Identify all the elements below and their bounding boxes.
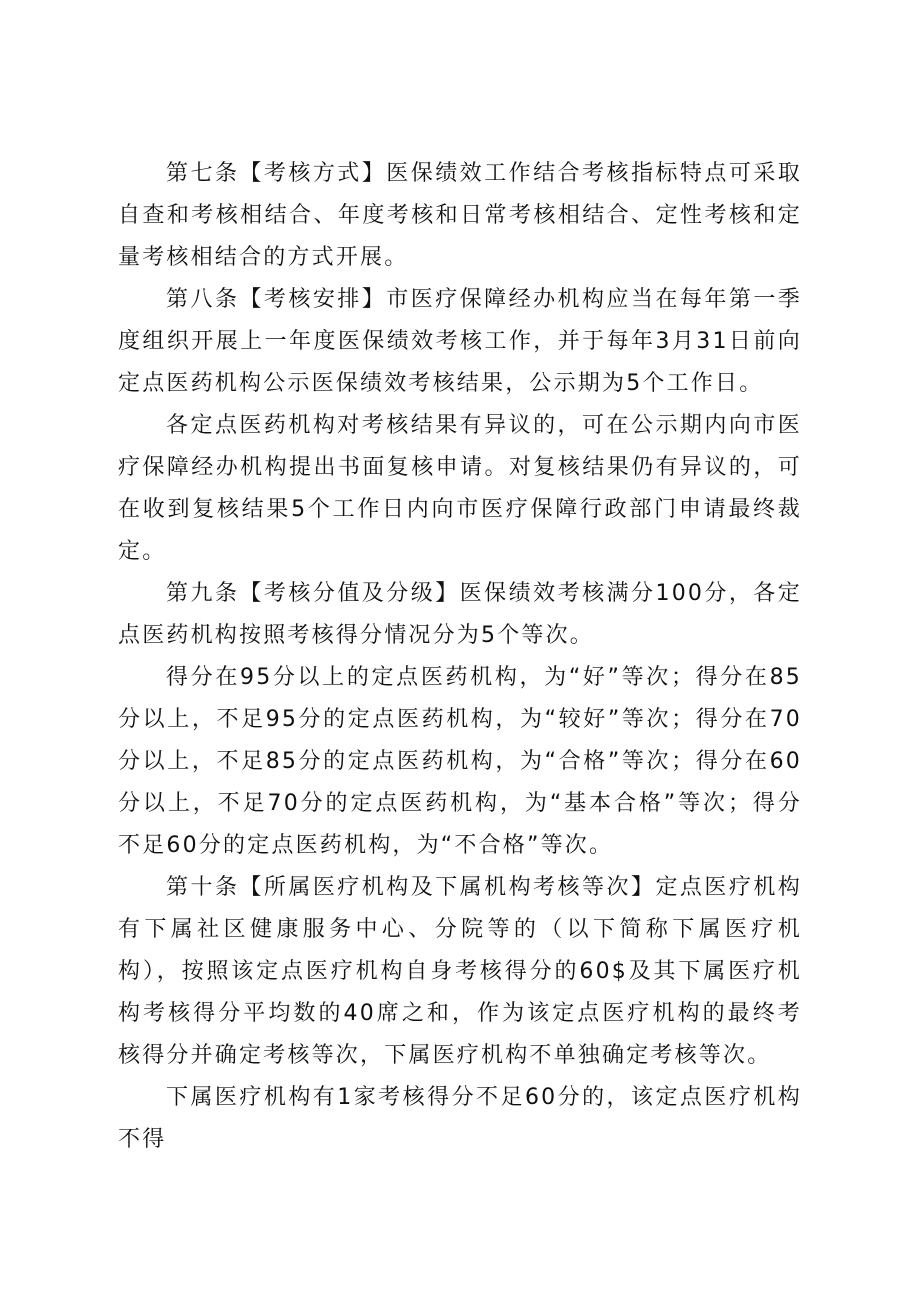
article-9-paragraph: 第九条【考核分值及分级】医保绩效考核满分100分，各定点医药机构按照考核得分情况分为5个等次。 [118, 581, 802, 648]
article-7-paragraph: 第七条【考核方式】医保绩效工作结合考核指标特点可采取自查和考核相结合、年度考核和日常考核相结合、定性考核和定量考核相结合的方式开展。 [118, 161, 802, 270]
grade-levels-paragraph: 得分在95分以上的定点医药机构，为“好”等次；得分在85分以上，不足95分的定点医药机构，为“较好”等次；得分在70分以上，不足85分的定点医药机构，为“合格”等次；得分在60分以上，不足70分的定点医药机构，为“基本合格”等次；得分不足60分的定点医药机构，为“不合格”等次。 [118, 665, 802, 858]
review-appeal-paragraph: 各定点医药机构对考核结果有异议的，可在公示期内向市医疗保障经办机构提出书面复核申请。对复核结果仍有异议的，可在收到复核结果5个工作日内向市医疗保障行政部门申请最终裁定。 [118, 413, 802, 564]
article-10-paragraph: 第十条【所属医疗机构及下属机构考核等次】定点医疗机构有下属社区健康服务中心、分院等的（以下简称下属医疗机构），按照该定点医疗机构自身考核得分的60$及其下属医疗机构考核得分平均数的40席之和，作为该定点医疗机构的最终考核得分并确定考核等次，下属医疗机构不单独确定考核等次。 [118, 875, 802, 1068]
document-body [118, 153, 802, 1161]
subordinate-institution-paragraph: 下属医疗机构有1家考核得分不足60分的，该定点医疗机构不得 [118, 1085, 802, 1152]
article-8-paragraph: 第八条【考核安排】市医疗保障经办机构应当在每年第一季度组织开展上一年度医保绩效考核工作，并于每年3月31日前向定点医药机构公示医保绩效考核结果，公示期为5个工作日。 [118, 287, 802, 396]
